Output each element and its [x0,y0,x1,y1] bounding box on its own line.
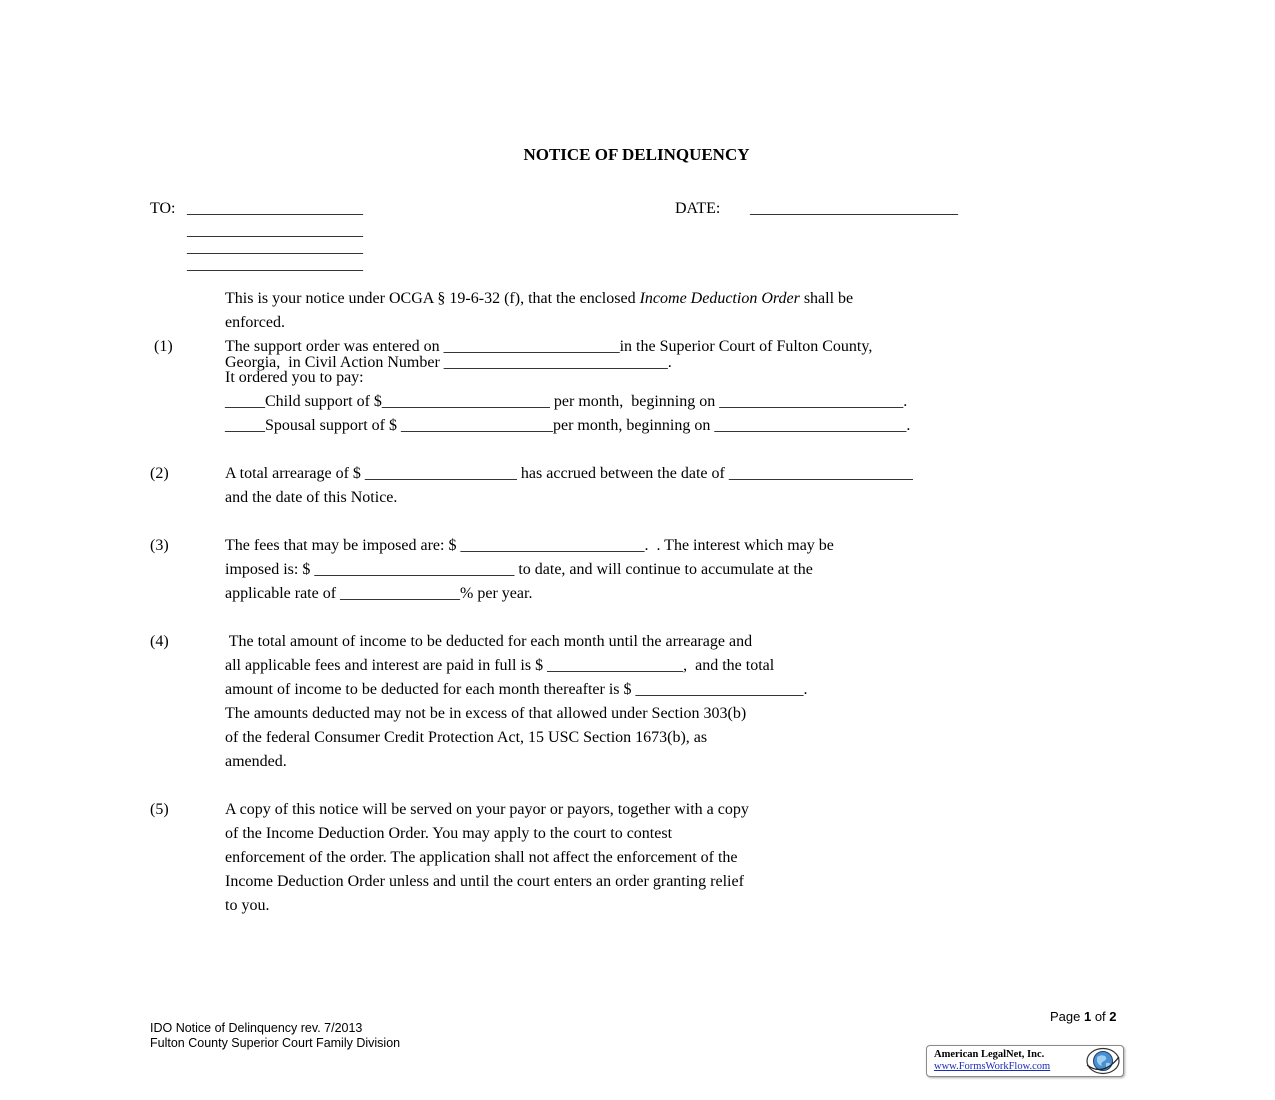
section-3-number: (3) [150,537,169,554]
section-5-line-4: Income Deduction Order unless and until the court enters an order granting relief [225,873,744,890]
logo-company: American LegalNet, Inc. [934,1049,1045,1060]
section-5-line-5: to you. [225,897,270,914]
intro-text-b: shall be [799,290,854,307]
page-total: 2 [1109,1009,1117,1024]
section-4-number: (4) [150,633,169,650]
intro-text-a: This is your notice under OCGA § 19-6-32 (f), that the enclosed [225,290,640,307]
section-1-line-2: Georgia, in Civil Action Number ____________________________. [225,354,672,371]
globe-icon [1085,1047,1121,1075]
section-4-line-3: amount of income to be deducted for each month thereafter is $ _____________________. [225,681,808,698]
section-4-line-6: amended. [225,753,287,770]
to-line-3[interactable]: ______________________ [187,239,363,256]
spousal-support-line: _____Spousal support of $ ___________________per month, beginning on ________________________. [225,417,911,434]
intro-line-1 [225,289,853,309]
page-number [1050,1007,1117,1027]
page-prefix: Page [1050,1009,1084,1024]
section-5-line-1: A copy of this notice will be served on your payor or payors, together with a copy [225,801,749,818]
section-4-line-4: The amounts deducted may not be in excess of that allowed under Section 303(b) [225,705,747,722]
date-label: DATE: [675,200,721,217]
section-4-line-1: The total amount of income to be deducted for each month until the arrearage and [225,633,753,650]
legalnet-logo[interactable] [926,1045,1124,1077]
intro-line-2: enforced. [225,314,285,331]
page-current: 1 [1083,1009,1092,1024]
document-title: NOTICE OF DELINQUENCY [523,145,750,164]
section-3-line-3: applicable rate of _______________% per year. [225,585,533,602]
section-1-line-3: It ordered you to pay: [225,369,364,386]
to-line-4[interactable]: ______________________ [187,256,363,273]
date-line[interactable]: __________________________ [750,200,958,217]
section-5-number: (5) [150,801,169,818]
section-5-line-3: enforcement of the order. The application shall not affect the enforcement of the [225,849,738,866]
section-2-line-2: and the date of this Notice. [225,489,398,506]
form-id: IDO Notice of Delinquency rev. 7/2013 [150,1021,363,1035]
section-4-line-2: all applicable fees and interest are paid in full is $ _________________, and the total [225,657,775,674]
section-1-number: (1) [150,338,173,355]
section-3-line-2: imposed is: $ _________________________ to date, and will continue to accumulate at the [225,561,813,578]
section-4-line-5: of the federal Consumer Credit Protection Act, 15 USC Section 1673(b), as [225,729,708,746]
section-2-number: (2) [150,465,169,482]
logo-url-link[interactable]: www.FormsWorkFlow.com [934,1061,1051,1072]
section-1-line-1: The support order was entered on ______________________in the Superior Court of Fulton County, [225,338,873,355]
to-line-1[interactable]: ______________________ [187,200,363,217]
section-3-line-1: The fees that may be imposed are: $ _______________________. . The interest which may be [225,537,834,554]
child-support-line: _____Child support of $_____________________ per month, beginning on _______________________. [225,393,908,410]
to-label: TO: [150,200,176,217]
intro-text-italic: Income Deduction Order [639,290,800,307]
section-2-line-1: A total arrearage of $ ___________________ has accrued between the date of _______________________ [225,465,913,482]
page-of: of [1091,1009,1110,1024]
court-name: Fulton County Superior Court Family Division [150,1036,401,1050]
to-line-2[interactable]: ______________________ [187,222,363,239]
section-5-line-2: of the Income Deduction Order. You may apply to the court to contest [225,825,673,842]
